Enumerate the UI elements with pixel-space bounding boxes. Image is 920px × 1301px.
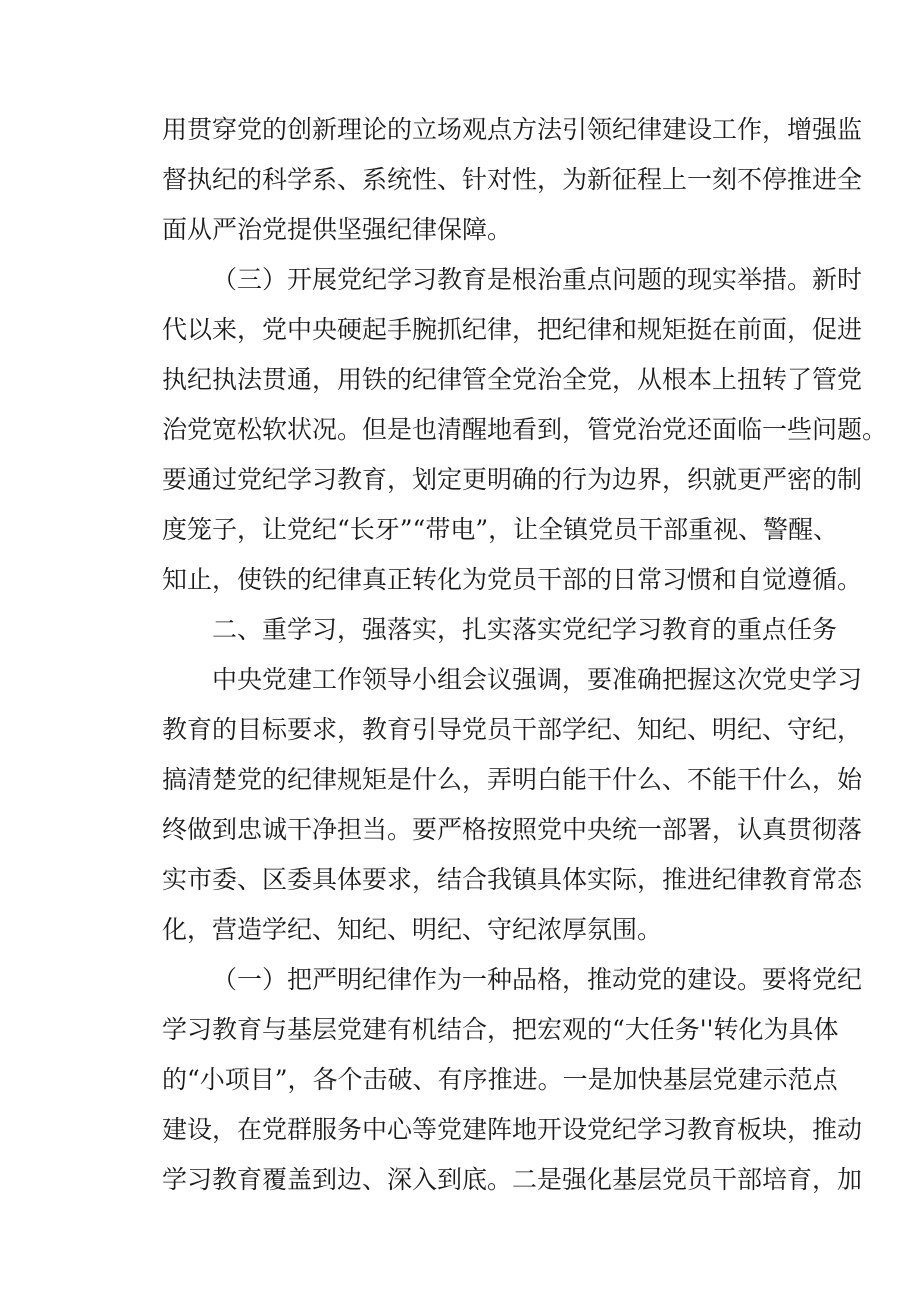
text-line: 度笼子，让党纪“长牙”“带电”，让全镇党员干部重视、警醒、 — [162, 515, 839, 544]
text-line: 要通过党纪学习教育，划定更明确的行为边界，织就更严密的制 — [162, 465, 863, 494]
text-line: 用贯穿党的创新理论的立场观点方法引领纪律建设工作，增强监 — [162, 115, 863, 144]
text-line: 搞清楚党的纪律规矩是什么，弄明白能干什么、不能干什么，始 — [162, 765, 863, 794]
text-line: 治党宽松软状况。但是也清醒地看到，管党治党还面临一些问题。 — [162, 415, 888, 444]
text-line: 执纪执法贯通，用铁的纪律管全党治全党，从根本上扭转了管党 — [162, 365, 863, 394]
section-heading-two: 二、重学习，强落实，扎实落实党纪学习教育的重点任务 — [212, 615, 838, 644]
text-line: 代以来，党中央硬起手腕抓纪律，把纪律和规矩挺在前面，促进 — [162, 315, 863, 344]
text-line: 面从严治党提供坚强纪律保障。 — [162, 215, 513, 244]
text-line: 终做到忠诚干净担当。要严格按照党中央统一部署，认真贯彻落 — [162, 815, 863, 844]
text-line: 建设，在党群服务中心等党建阵地开设党纪学习教育板块，推动 — [162, 1115, 863, 1144]
section-heading-one: （一）把严明纪律作为一种品格，推动党的建设。要将党纪 — [212, 965, 863, 994]
text-line: 学习教育与基层党建有机结合，把宏观的“大任务''转化为具体 — [162, 1015, 839, 1044]
section-heading-three: （三）开展党纪学习教育是根治重点问题的现实举措。新时 — [212, 265, 863, 294]
text-line: 实市委、区委具体要求，结合我镇具体实际，推进纪律教育常态 — [162, 865, 863, 894]
text-line: 教育的目标要求，教育引导党员干部学纪、知纪、明纪、守纪， — [162, 715, 863, 744]
text-line: 学习教育覆盖到边、深入到底。二是强化基层党员干部培育，加 — [162, 1165, 863, 1194]
text-line: 中央党建工作领导小组会议强调，要准确把握这次党史学习 — [212, 665, 863, 694]
text-line: 的“小项目”，各个击破、有序推进。一是加快基层党建示范点 — [162, 1065, 838, 1094]
text-line: 督执纪的科学系、系统性、针对性，为新征程上一刻不停推进全 — [162, 165, 863, 194]
text-line: 化，营造学纪、知纪、明纪、守纪浓厚氛围。 — [162, 915, 663, 944]
text-line: 知止，使铁的纪律真正转化为党员干部的日常习惯和自觉遵循。 — [162, 565, 863, 594]
